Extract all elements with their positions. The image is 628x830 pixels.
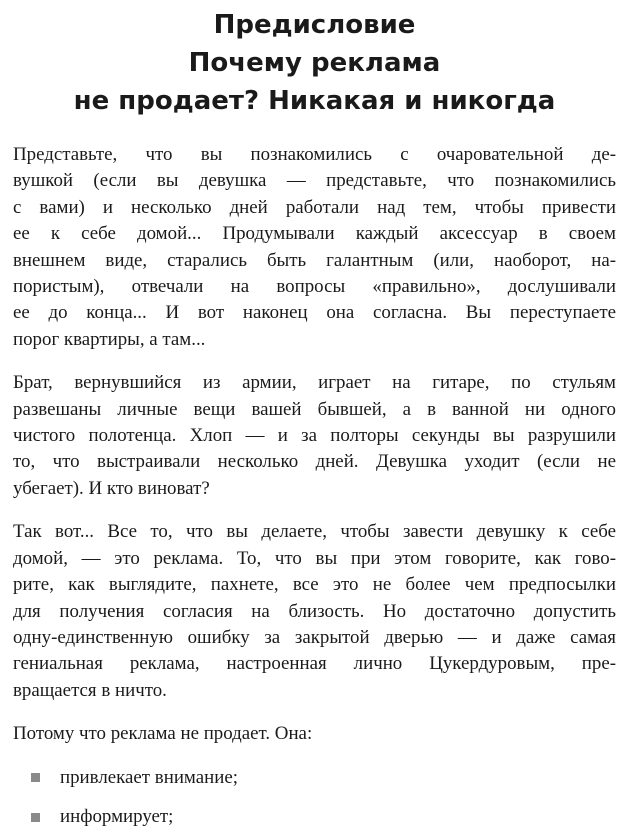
text-line: Представьте, что вы познакомились с очаровательной де- [13, 144, 616, 165]
paragraph-4 [13, 721, 616, 747]
text-line: домой, — это реклама. То, что вы при этом говорите, как гово- [13, 547, 616, 569]
text-line: ее до конца... И вот наконец она согласна. Вы переступаете [13, 302, 616, 324]
text-line: то, что выстраивали несколько дней. Девушка уходит (если не [13, 451, 616, 473]
text-line: убегает). И кто виноват? [13, 477, 210, 499]
list-item [13, 804, 616, 830]
text-line: для получения согласия на близость. Но достаточно допустить [13, 600, 616, 622]
text-line: с вами) и несколько дней работали над тем, чтобы привести [13, 196, 616, 218]
text-line: рите, как выглядите, пахнете, все это не более чем предпосылки [13, 574, 616, 596]
bullet-list [13, 765, 616, 830]
text-line: Потому что реклама не продает. Она: [13, 723, 313, 745]
list-item-text: информирует; [60, 805, 174, 827]
text-line: чистого полотенца. Хлоп — и за полторы секунды вы разрушили [13, 425, 616, 447]
paragraph-2 [13, 370, 616, 502]
list-item [13, 765, 616, 791]
text-line: одну-единственную ошибку за закрытой дверью — и даже самая [13, 626, 616, 648]
chapter-title [13, 6, 616, 120]
paragraph-3 [13, 519, 616, 704]
square-bullet-icon [31, 773, 40, 782]
text-line: вушкой (если вы девушка — представьте, что познакомились [13, 170, 616, 192]
text-line: Так вот... Все то, что вы делаете, чтобы завести девушку к себе [13, 521, 616, 543]
text-line: гениальная реклама, настроенная лично Цукердуровым, пре- [13, 653, 616, 675]
title-line: Почему реклама [188, 48, 441, 78]
title-line: Предисловие [213, 10, 416, 40]
paragraph-1 [13, 142, 616, 353]
text-line: развешаны личные вещи вашей бывшей, а в ванной ни одного [13, 398, 616, 420]
list-item-text: привлекает внимание; [60, 766, 238, 788]
text-line: Брат, вернувшийся из армии, играет на гитаре, по стульям [13, 372, 616, 394]
text-line: вращается в ничто. [13, 679, 167, 701]
text-line: внешнем виде, старались быть галантным (или, наоборот, на- [13, 249, 616, 271]
title-line: не продает? Никакая и никогда [73, 86, 556, 116]
text-line: порог квартиры, а там... [13, 328, 206, 350]
text-line: пористым), отвечали на вопросы «правильно», дослушивали [13, 276, 616, 298]
text-line: ее к себе домой... Продумывали каждый аксессуар в своем [13, 223, 616, 245]
square-bullet-icon [31, 813, 40, 822]
